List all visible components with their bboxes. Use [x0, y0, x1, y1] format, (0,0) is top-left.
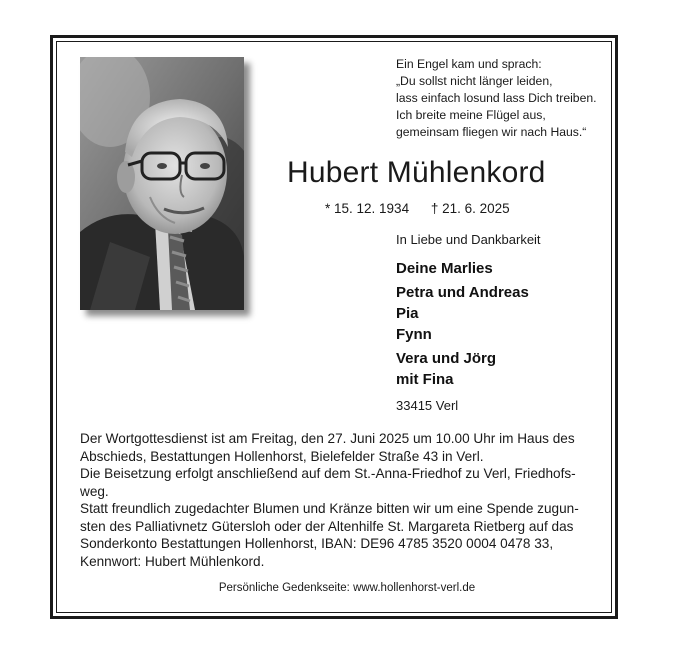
verse-line: Ich breite meine Flügel aus, — [396, 108, 546, 122]
mourner-name: Petra und Andreas — [396, 284, 529, 301]
birth-date: * 15. 12. 1934 — [325, 201, 410, 216]
notice-line: weg. — [80, 483, 109, 499]
death-date: † 21. 6. 2025 — [430, 201, 510, 216]
mourners-place: 33415 Verl — [396, 398, 459, 413]
mourners-list — [396, 258, 529, 390]
service-notice — [80, 430, 618, 570]
memorial-page-link: Persönliche Gedenkseite: www.hollenhorst-verl.de — [218, 582, 476, 594]
notice-line: Abschieds, Bestattungen Hollenhorst, Bielefelder Straße 43 in Verl. — [80, 448, 484, 464]
mourner-name: Deine Marlies — [396, 260, 493, 277]
verse-line: „Du sollst nicht länger leiden, — [396, 74, 553, 88]
verse-line: lass einfach losund lass Dich treiben. — [396, 91, 597, 105]
notice-line: Die Beisetzung erfolgt anschließend auf dem St.-Anna-Friedhof zu Verl, Friedhofs- — [80, 466, 576, 481]
notice-line: sten des Palliativnetz Gütersloh oder der Altenhilfe St. Margareta Rietberg auf das — [80, 518, 574, 534]
life-dates — [325, 201, 510, 216]
deceased-name: Hubert Mühlenkord — [287, 156, 546, 189]
mourners-intro: In Liebe und Dankbarkeit — [396, 232, 541, 247]
verse-line: Ein Engel kam und sprach: — [396, 57, 542, 71]
notice-line: Statt freundlich zugedachter Blumen und Kränze bitten wir um eine Spende zugun- — [80, 501, 579, 516]
notice-line: Kennwort: Hubert Mühlenkord. — [80, 553, 265, 569]
verse — [396, 56, 611, 141]
notice-line: Sonderkonto Bestattungen Hollenhorst, IBAN: DE96 4785 3520 0004 0478 33, — [80, 536, 554, 551]
mourner-name: Vera und Jörg — [396, 350, 497, 367]
portrait-photo — [80, 57, 244, 310]
mourner-name: Pia — [396, 305, 419, 322]
mourner-name: Fynn — [396, 326, 432, 343]
mourner-name: mit Fina — [396, 371, 454, 388]
verse-line: gemeinsam fliegen wir nach Haus.“ — [396, 125, 587, 139]
portrait-image — [80, 57, 244, 310]
notice-line: Der Wortgottesdienst ist am Freitag, den 27. Juni 2025 um 10.00 Uhr im Haus des — [80, 431, 575, 446]
